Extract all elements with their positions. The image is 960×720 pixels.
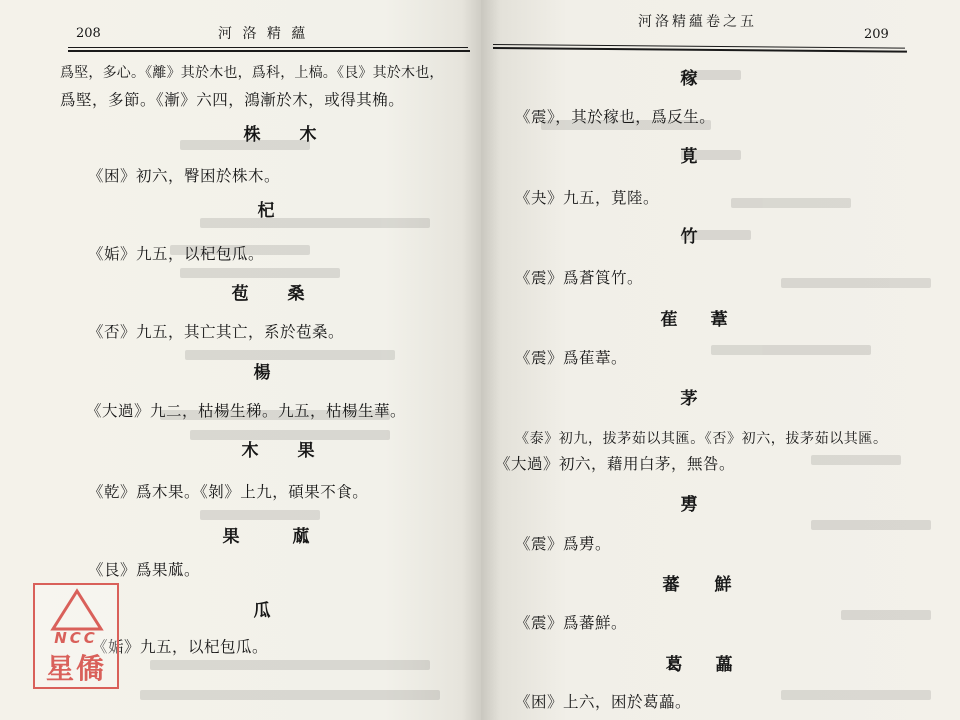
text-line: 《乾》爲木果。《剝》上九，碩果不食。 xyxy=(88,483,369,501)
watermark-stamp xyxy=(33,583,119,689)
text-line: 《困》初六，臀困於株木。 xyxy=(88,167,281,185)
stamp-name: 星僑 xyxy=(45,652,106,685)
text-line: 《否》九五，其亡其亡，系於苞桑。 xyxy=(88,323,345,341)
text-line: 《震》爲蒼筤竹。 xyxy=(515,269,644,287)
heading-char: 莧 xyxy=(680,147,698,167)
heading-char: 蕃 xyxy=(662,575,680,595)
entry-heading xyxy=(659,64,719,89)
heading-char: 蓏 xyxy=(292,527,310,547)
entry-heading xyxy=(659,384,719,409)
heading-char: 木 xyxy=(241,441,259,461)
entry-heading xyxy=(236,196,296,221)
heading-char: 桑 xyxy=(287,284,305,304)
entry-heading xyxy=(659,142,719,167)
heading-char: 葦 xyxy=(710,310,728,330)
text-line: 爲堅，多心。《離》其於木也，爲科，上槁。《艮》其於木也， xyxy=(60,65,444,81)
heading-char: 稼 xyxy=(680,69,698,89)
heading-char: 藟 xyxy=(715,655,733,675)
text-line: 《震》爲萑葦。 xyxy=(515,349,628,367)
entry-heading xyxy=(196,522,336,547)
text-line: 《震》，其於稼也，爲反生。 xyxy=(515,108,716,126)
heading-char: 木 xyxy=(299,125,317,145)
entry-heading xyxy=(659,222,719,247)
text-line: 《震》爲旉。 xyxy=(515,535,612,553)
text-line: 《大過》初六，藉用白茅，無咎。 xyxy=(495,455,736,473)
text-line: 《泰》初九，拔茅茹以其匯。《否》初六，拔茅茹以其匯。 xyxy=(515,431,888,447)
entry-heading xyxy=(232,358,292,383)
header-rule-thin xyxy=(68,47,468,48)
heading-char: 瓜 xyxy=(253,601,271,621)
text-line: 《姤》九五，以杞包瓜。 xyxy=(92,638,269,656)
text-line: 《艮》爲果蓏。 xyxy=(88,561,201,579)
running-head: 河 洛 精 蘊 xyxy=(218,26,309,42)
heading-char: 葛 xyxy=(665,655,683,675)
text-line: 《困》上六，困於葛藟。 xyxy=(515,693,692,711)
entry-heading xyxy=(639,305,749,330)
heading-char: 竹 xyxy=(680,227,698,247)
page-number: 209 xyxy=(864,27,889,42)
right-page xyxy=(481,0,960,720)
heading-char: 果 xyxy=(297,441,315,461)
text-line: 《大過》九二，枯楊生稊。九五，枯楊生華。 xyxy=(86,402,407,420)
heading-char: 苞 xyxy=(231,284,249,304)
text-line: 《姤》九五，以杞包瓜。 xyxy=(88,245,265,263)
header-rule-thick xyxy=(68,50,470,52)
text-line: 《夬》九五，莧陸。 xyxy=(515,189,660,207)
heading-char: 旉 xyxy=(680,495,698,515)
entry-heading xyxy=(637,570,757,595)
text-line: 《震》爲蕃鮮。 xyxy=(515,614,628,632)
heading-char: 茅 xyxy=(680,389,698,409)
heading-char: 果 xyxy=(222,527,240,547)
heading-char: 杞 xyxy=(257,201,275,221)
stamp-logo-text: NCC xyxy=(54,629,98,647)
text-line: 爲堅，多節。《漸》六四，鴻漸於木，或得其桷。 xyxy=(60,91,405,109)
heading-char: 株 xyxy=(243,125,261,145)
heading-char: 鮮 xyxy=(714,575,732,595)
running-head: 河洛精蘊卷之五 xyxy=(638,14,757,30)
entry-heading xyxy=(220,120,340,145)
heading-char: 楊 xyxy=(253,363,271,383)
heading-char: 萑 xyxy=(660,310,678,330)
entry-heading xyxy=(232,596,292,621)
entry-heading xyxy=(218,436,338,461)
entry-heading xyxy=(208,279,328,304)
entry-heading xyxy=(659,490,719,515)
page-number: 208 xyxy=(76,26,101,41)
entry-heading xyxy=(639,650,759,675)
